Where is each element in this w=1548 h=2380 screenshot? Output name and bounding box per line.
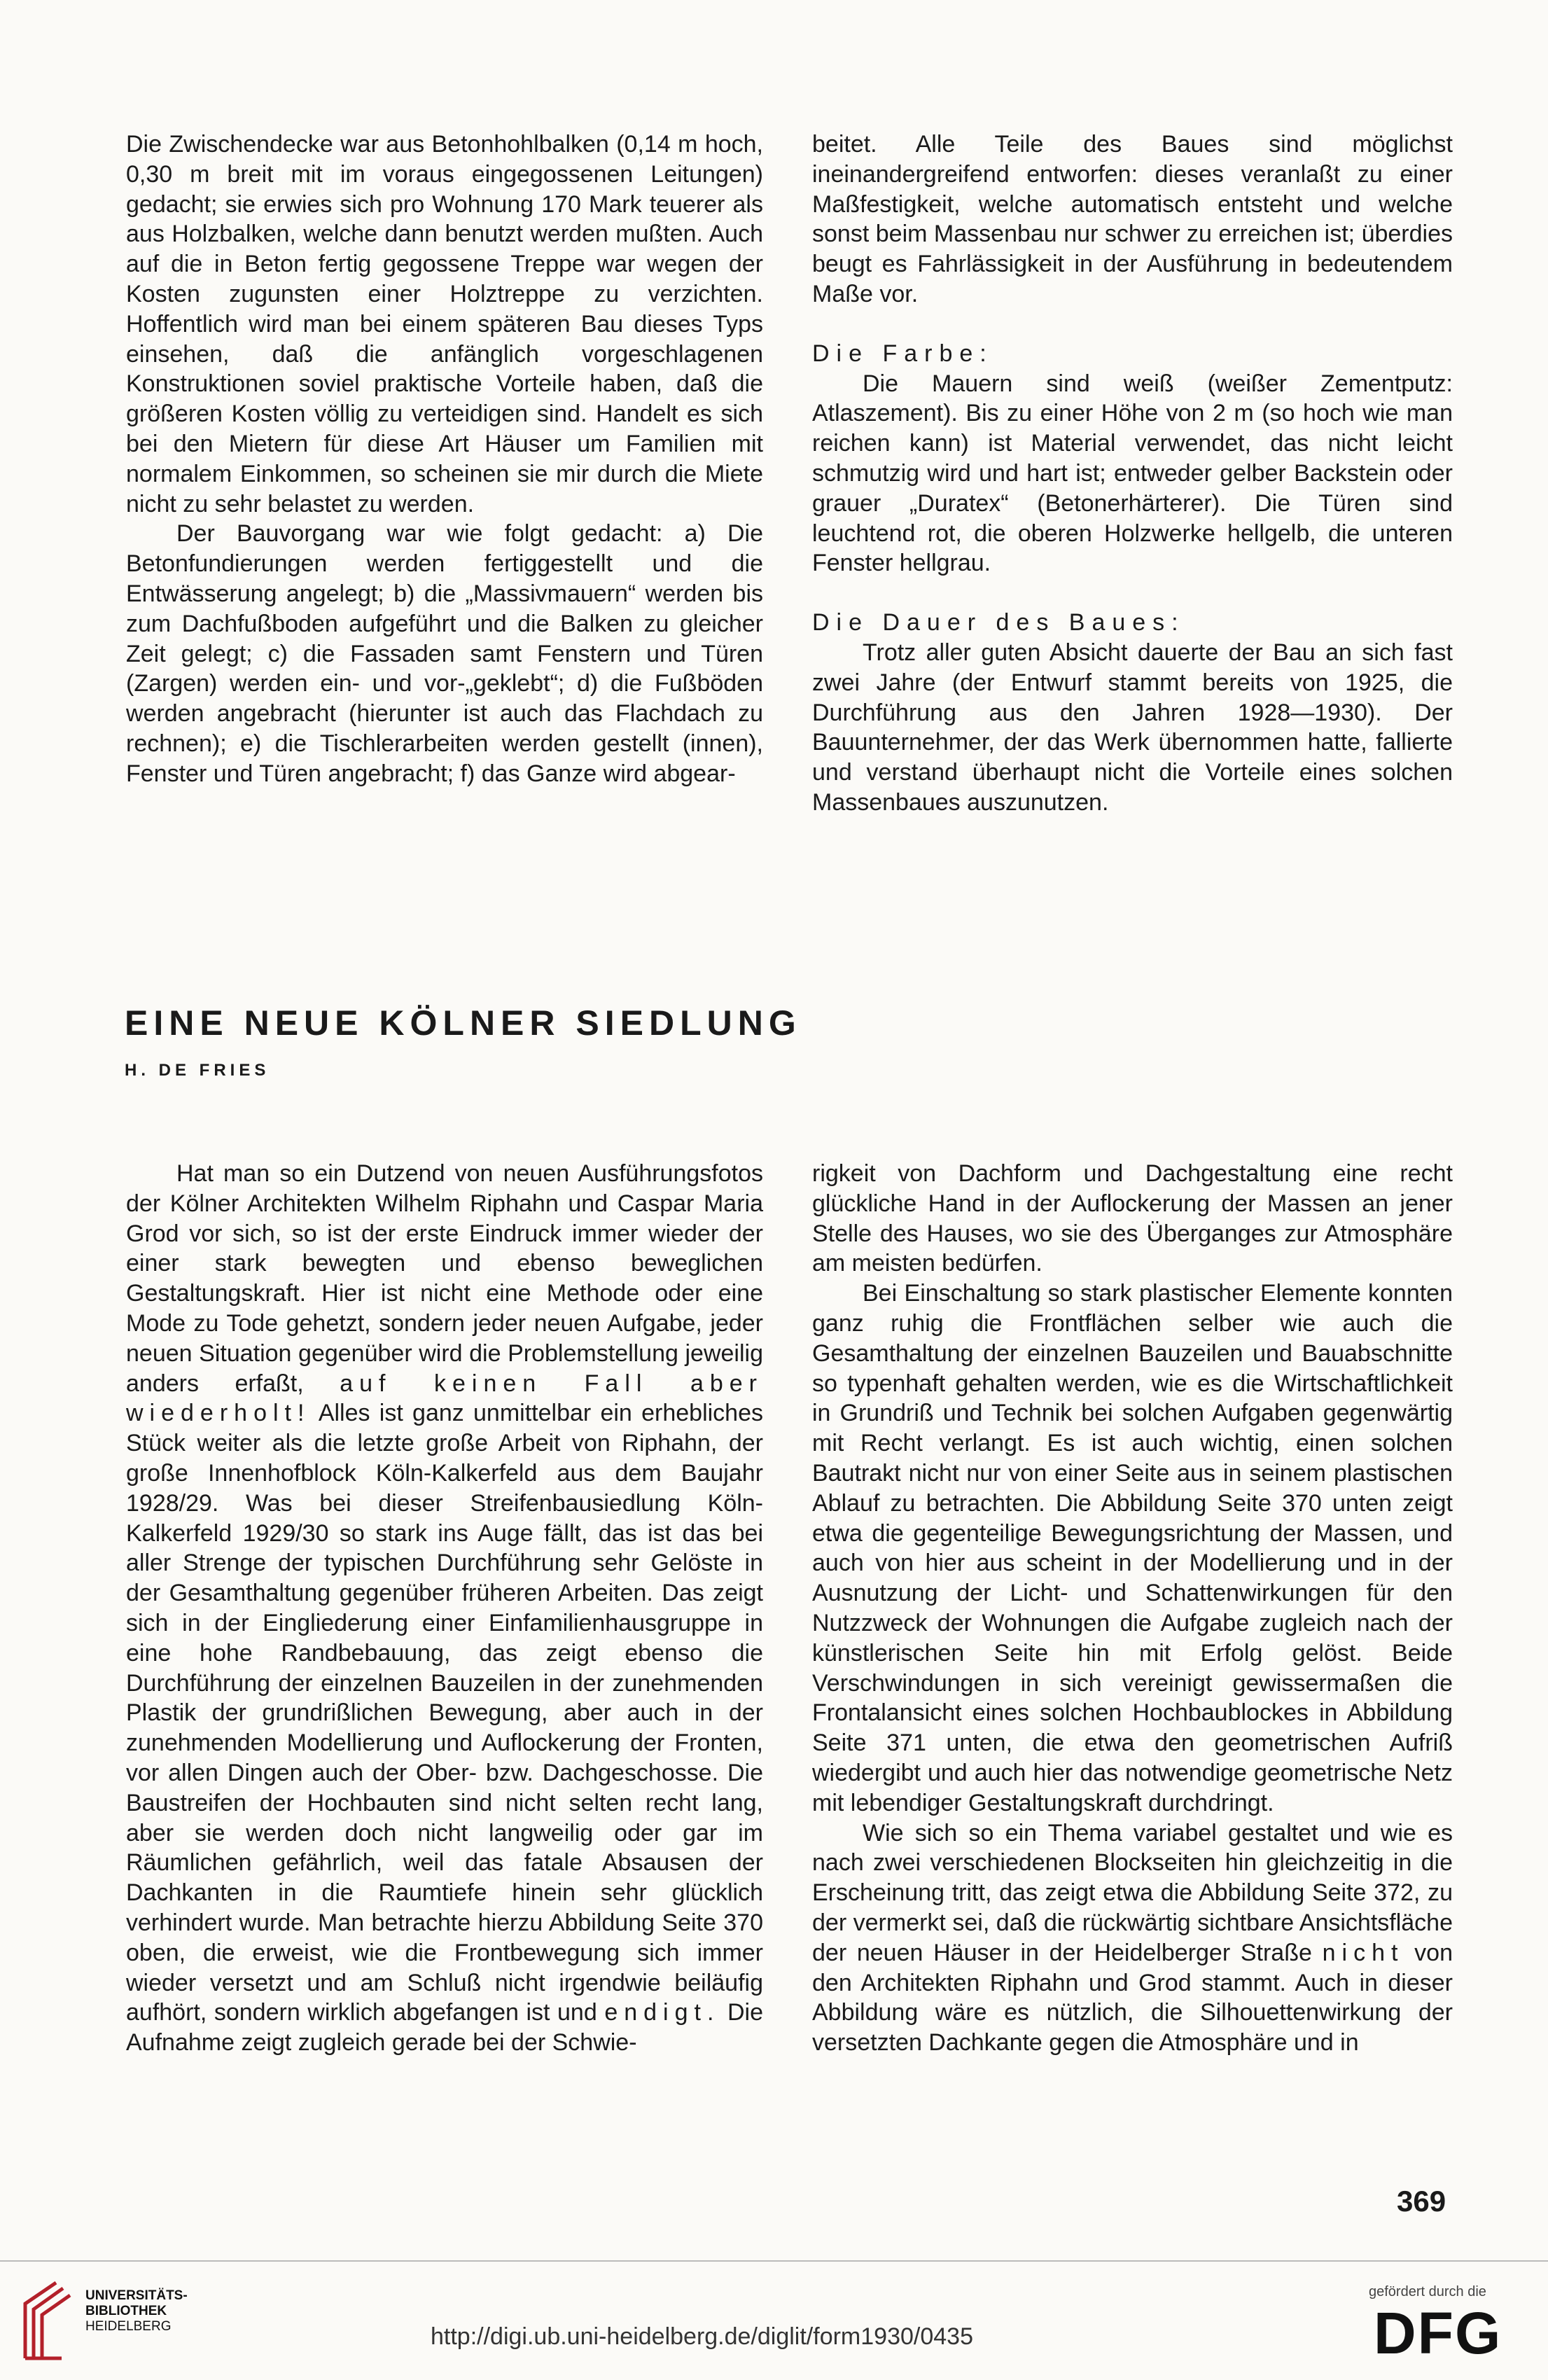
footer-divider bbox=[0, 2260, 1548, 2262]
library-name bbox=[85, 2288, 188, 2334]
paragraph: rigkeit von Dachform und Dachgestaltung eine recht glückliche Hand in der Auflockerung der Massen an jener Stelle des Hauses, wo sie des Überganges zur Atmosphäre am meisten bedürfen. bbox=[812, 1160, 1453, 1277]
paragraph: Die Mauern sind weiß (weißer Zementputz: Atlaszement). Bis zu einer Höhe von 2 m (so hoch wie man reichen kann) ist Material verwendet, das nicht leicht schmutzig wird und hart ist; entweder gelber Backstein oder grauer „Duratex“ (Betonerhärterer). Die Türen sind leuchtend rot, die oberen Holzwerke hellgelb, die unteren Fenster hellgrau. bbox=[812, 370, 1453, 577]
emphasis-spaced: nicht bbox=[1322, 1939, 1404, 1966]
paragraph bbox=[812, 1818, 1453, 2058]
article-title: EINE NEUE KÖLNER SIEDLUNG bbox=[125, 1003, 802, 1043]
library-line: UNIVERSITÄTS- bbox=[85, 2288, 188, 2303]
text-run: Hat man so ein Dutzend von neuen Ausführungsfotos der Kölner Architekten Wilhelm Riphahn und Caspar Maria Grod vor sich, so ist der erste Eindruck immer wieder der einer stark bewegten und ebenso beweglichen Gestaltungskraft. Hier ist nicht eine Methode oder eine Mode zu Tode gehetzt, sondern jeder neuen Aufgabe, jeder neuen Situation gegenüber wird die Problemstellung jeweilig anders erfaßt, bbox=[126, 1160, 763, 1397]
page-number: 369 bbox=[1397, 2185, 1446, 2218]
lower-right-column bbox=[812, 1159, 1453, 2058]
paragraph: Der Bauvorgang war wie folgt gedacht: a) Die Betonfundierungen werden fertiggestellt und die Entwässerung angelegt; b) die „Massivmauern“ werden bis zum Dachfußboden aufgeführt und die Balken zu gleicher Zeit gelegt; c) die Fassaden samt Fenstern und Türen (Zargen) werden ein- und vor-„geklebt“; d) die Fußböden werden angebracht (hierunter ist auch das Flachdach zu rechnen); e) die Tischlerarbeiten werden gestellt (innen), Fenster und Türen angebracht; f) das Ganze wird abgear- bbox=[126, 520, 763, 787]
section-heading-dauer: Die Dauer des Baues: bbox=[812, 609, 1185, 636]
text-run: Alles ist ganz unmittelbar ein erhebliches Stück weiter als die letzte große Arbeit von Riphahn, der große Innenhofblock Köln-Kalkerfeld aus dem Baujahr 1928/29. Was bei dieser Streifenbausiedlung Köln-Kalkerfeld 1929/30 so stark ins Auge fällt, das ist das bei aller Strenge der typischen Durchführung sehr Gelöste in der Gesamthaltung gegenüber früheren Arbeiten. Das zeigt sich in der Eingliederung einer Einfamilienhausgruppe in eine hohe Randbebauung, das zeigt ebenso die Durchführung der einzelnen Bauzeilen in der zunehmenden Plastik der grundrißlichen Bewegung, aber auch in der zunehmenden Modellierung und Auflockerung der Fronten, vor allen Dingen auch der Ober- bzw. Dachgeschosse. Die Baustreifen der Hochbauten sind nicht selten recht lang, aber sie werden doch nicht langweilig oder gar im Räumlichen gefährlich, weil das fatale Absausen der Dachkanten in die Raumtiefe hinein sehr glücklich verhindert wurde. Man betrachte hierzu Abbildung Seite 370 oben, die erweist, wie die Frontbewegung sich immer wieder versetzt und am Schluß nicht irgendwie beiläufig aufhört, sondern wirklich abgefangen ist und bbox=[126, 1400, 763, 2026]
article-author: H. DE FRIES bbox=[125, 1061, 270, 1080]
emphasis-spaced: endigt. bbox=[604, 1999, 720, 2026]
source-url-link[interactable]: http://digi.ub.uni-heidelberg.de/diglit/form1930/0435 bbox=[431, 2323, 973, 2350]
funding-note: gefördert durch die bbox=[1369, 2284, 1486, 2299]
dfg-logo: DFG bbox=[1374, 2300, 1502, 2366]
lower-left-column bbox=[126, 1159, 763, 2058]
text-run: von den Architekten Riphahn und Grod stammt. Auch in dieser Abbildung wäre es nützlich, die Silhouettenwirkung der versetzten Dachkante gegen die Atmosphäre und in bbox=[812, 1939, 1453, 2057]
ub-heidelberg-logo-icon bbox=[20, 2281, 77, 2369]
library-line: HEIDELBERG bbox=[85, 2319, 172, 2334]
text-run: Die Aufnahme zeigt zugleich gerade bei der Schwie- bbox=[126, 1999, 763, 2057]
emphasis-spaced: auf keinen Fall aber wiederholt! bbox=[126, 1370, 763, 1427]
upper-right-column bbox=[812, 130, 1453, 818]
paragraph: Trotz aller guten Absicht dauerte der Bau an sich fast zwei Jahre (der Entwurf stammt bereits von 1925, die Durchführung aus den Jahren 1928—1930). Der Bauunternehmer, der das Werk übernommen hatte, fallierte und verstand überhaupt nicht die Vorteile eines solchen Massenbaues auszunutzen. bbox=[812, 639, 1453, 816]
text-run: Wie sich so ein Thema variabel gestaltet und wie es nach zwei verschiedenen Blockseiten hin gleichzeitig in die Erscheinung tritt, das zeigt etwa die Abbildung Seite 372, zu der vermerkt sei, daß die rückwärtig sichtbare Ansichtsfläche der neuen Häuser in der Heidelberger Straße bbox=[812, 1819, 1453, 1966]
paragraph bbox=[126, 1159, 763, 2058]
paragraph: beitet. Alle Teile des Baues sind möglichst ineinandergreifend entworfen: dieses veranlaßt zu einer Maßfestigkeit, welche automatisch entsteht und welche sonst beim Massenbau nur schwer zu erreichen ist; überdies beugt es Fahrlässigkeit in der Ausführung in bedeutendem Maße vor. bbox=[812, 131, 1453, 307]
library-line: BIBLIOTHEK bbox=[85, 2304, 167, 2318]
paragraph: Bei Einschaltung so stark plastischer Elemente konnten ganz ruhig die Frontflächen selber wie auch die Gesamthaltung der einzelnen Bauzeilen und Bauabschnitte so typenhaft gehalten werden, wie es die Wirtschaftlichkeit in Grundriß und Technik bei solchen Aufgaben gegenwärtig mit Recht verlangt. Es ist auch wichtig, einen solchen Bautrakt nicht nur von einer Seite aus in seinem plastischen Ablauf zu betrachten. Die Abbildung Seite 370 unten zeigt etwa die gegenteilige Bewegungsrichtung der Massen, und auch von hier aus scheint in der Modellierung und in der Ausnutzung der Licht- und Schattenwirkungen für den Nutzzweck der Wohnungen die Aufgabe zugleich nach der künstlerischen Seite hin mit Erfolg gelöst. Beide Verschwindungen in sich vereinigt gewissermaßen die Frontalansicht eines solchen Hochbaublockes in Abbildung Seite 371 unten, die etwa den geometrischen Aufriß wiedergibt und auch hier das notwendige geometrische Netz mit lebendiger Gestaltungskraft durchdringt. bbox=[812, 1280, 1453, 1816]
section-heading-farbe: Die Farbe: bbox=[812, 340, 993, 367]
paragraph: Die Zwischendecke war aus Betonhohlbalken (0,14 m hoch, 0,30 m breit mit im voraus eingegossenen Leitungen) gedacht; sie erwies sich pro Wohnung 170 Mark teuerer als aus Holzbalken, welche dann benutzt werden mußten. Auch auf die in Beton fertig gegossene Treppe war wegen der Kosten zugunsten einer Holztreppe zu verzichten. Hoffentlich wird man bei einem späteren Bau dieses Typs einsehen, daß die anfänglich vorgeschlagenen Konstruktionen soviel praktische Vorteile haben, daß die größeren Kosten völlig zu verteidigen sind. Handelt es sich bei den Mietern für diese Art Häuser um Familien mit normalem Einkommen, so scheinen sie mir durch die Miete nicht zu sehr belastet zu werden. bbox=[126, 131, 763, 517]
upper-left-column bbox=[126, 130, 763, 789]
